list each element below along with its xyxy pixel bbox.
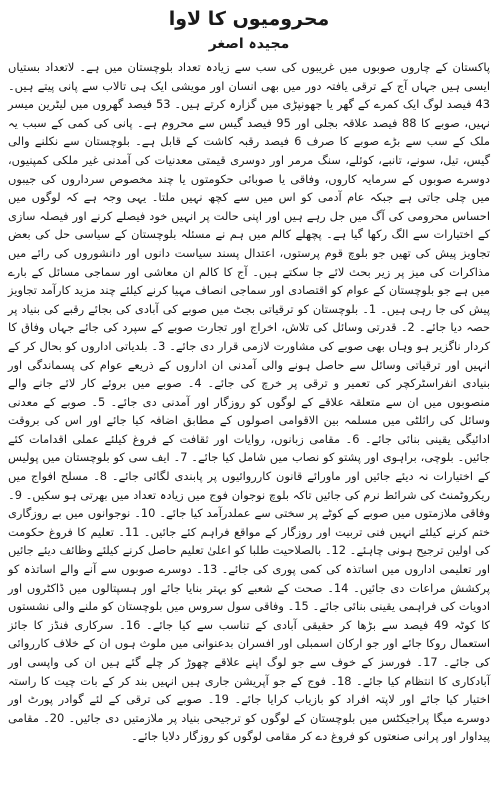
article-headline: محرومیوں کا لاوا — [168, 8, 330, 30]
article-byline: مجیدہ اصغر — [208, 36, 290, 52]
article-body: پاکستان کے چاروں صوبوں میں غریبوں کی سب سے زیادہ تعداد بلوچستان میں ہے۔ لاتعداد بستیاں ایسی ہیں جہاں آج کے ترقی یافتہ دور میں بھی انسان اور مویشی ایک ہی تالاب سے پانی پیتے ہیں۔ 43 فیصد لوگ ایک کمرے کے گھر یا جھونپڑی میں گزارہ کرتے ہیں۔ 53 فیصد گھروں میں لیٹرین میسر نہیں، صوبے کا 88 فیصد علاقہ بجلی اور 95 فیصد گیس سے محروم ہے۔ پانی کی کمی کے سبب یہ ملک کے سب سے بڑے صوبے کا صرف 6 فیصد رقبہ کاشت کے قابل ہے۔ بلوچستان سے نکلنے والی گیس، تیل، سونے، تانبے، کوئلے، سنگ مرمر اور دوسری قیمتی معدنیات کی آمدنی غیر ملکی کمپنیوں، دوسرے صوبوں کے سرمایہ کاروں، وفاقی یا صوبائی حکومتوں یا چند مخصوص سرداروں کی جیبوں میں چلی جاتی ہے جبکہ عام آدمی کو اس میں سے کچھ نہیں ملتا۔ یہی وجہ ہے کہ لوگوں میں احساس محرومی کی آگ میں جل رہے ہیں اور اپنی حالت پر انہیں خود فیصلے کرنے اور فیصلہ سازی کے اختیارات سے الگ رکھا گیا ہے۔ پچھلے کالم میں ہم نے مسئلہ بلوچستان کے سیاسی حل کی بعض تجاویز پیش کی تھیں جو بلوچ قوم پرستوں، اعتدال پسند سیاست دانوں اور دانشوروں کی رائے میں مذاکرات کی میز پر زیر بحث لائے جا سکتے ہیں۔ آج کا کالم ان معاشی اور سماجی مسائل کے بارے میں ہے جو بلوچستان کے عوام کو اقتصادی اور سماجی انصاف مہیا کرنے کیلئے چند مزید کارآمد تجاویز پیش کی جا رہی ہیں۔ 1۔ بلوچستان کو ترقیاتی بجٹ میں صوبے کی آبادی کی بجائے رقبے کی بنیاد پر حصہ دیا جائے۔ 2۔ قدرتی وسائل کی تلاش، اخراج اور تجارت صوبے کے سپرد کی جائے جہاں وفاق کا کردار ناگزیر ہو وہاں بھی صوبے کی مشاورت لازمی قرار دی جائے۔ 3۔ بلدیاتی اداروں کو بحال کر کے انہیں اور ترقیاتی وسائل سے حاصل ہونے والی آمدنی ان اداروں کے ذریعے عوام کی پسماندگی اور بنیادی انفراسٹرکچر کی تعمیر و ترقی پر خرچ کی جائے۔ 4۔ صوبے میں بروئے کار لائے جانے والے منصوبوں میں ان سے متعلقہ علاقے کے لوگوں کو روزگار اور آمدنی دی جائے۔ 5۔ صوبے کے معدنی وسائل کی رائلٹی میں مسلمہ بین الاقوامی اصولوں کے مطابق اضافہ کیا جائے اور اس کی بروقت ادائیگی یقینی بنائی جائے۔ 6۔ مقامی زبانوں، روایات اور ثقافت کے فروغ کیلئے عملی اقدامات کئے جائیں۔ بلوچی، براہوی اور پشتو کو نصاب میں شامل کیا جائے۔ 7۔ ایف سی کو بلوچستان میں پولیس کے اختیارات نہ دیئے جائیں اور ماورائے قانون کارروائیوں پر پابندی لگائی جائے۔ 8۔ مسلح افواج میں ریکروٹمنٹ کی شرائط نرم کی جائیں تاکہ بلوچ نوجوان فوج میں زیادہ تعداد میں بھرتی ہو سکیں۔ 9۔ وفاقی ملازمتوں میں صوبے کے کوٹے پر سختی سے عملدرآمد کیا جائے۔ 10۔ نوجوانوں میں بے روزگاری ختم کرنے کیلئے انہیں فنی تربیت اور روزگار کے مواقع فراہم کئے جائیں۔ 11۔ تعلیم کا فروغ حکومت کی اولین ترجیح ہونی چاہئے۔ 12۔ بالصلاحیت طلبا کو اعلیٰ تعلیم حاصل کرنے کیلئے وظائف دیئے جائیں اور تعلیمی اداروں میں اساتذہ کی کمی پوری کی جائے۔ 13۔ دوسرے صوبوں سے آنے والے اساتذہ کو پرکشش مراعات دی جائیں۔ 14۔ صحت کے شعبے کو بہتر بنایا جائے اور ہسپتالوں میں ڈاکٹروں اور ادویات کی فراہمی یقینی بنائی جائے۔ 15۔ وفاقی سول سروس میں بلوچستان کو ملنے والی نشستوں کا کوٹہ 49 فیصد سے بڑھا کر حقیقی آبادی کے تناسب سے کیا جائے۔ 16۔ سرکاری فنڈز کا جائز استعمال روکا جائے اور جو ارکان اسمبلی اور افسران بدعنوانی میں ملوث ہوں ان کے خلاف کارروائی کی جائے۔ 17۔ فورسز کے خوف سے جو لوگ اپنے علاقے چھوڑ کر چلے گئے ہیں ان کی واپسی اور آبادکاری کا انتظام کیا جائے۔ 18۔ فوج کے جو آپریشن جاری ہیں انہیں بند کر کے بات چیت کا راستہ اختیار کیا جائے اور لاپتہ افراد کو بازیاب کرایا جائے۔ 19۔ صوبے کی ترقی کے لئے گوادر پورٹ اور دوسرے میگا پراجیکٹس میں بلوچستان کے لوگوں کو ترجیحی بنیاد پر ملازمتیں دی جائیں۔ 20۔ مقامی پیداوار اور پرانی صنعتوں کو فروغ دے کر مقامی لوگوں کو روزگار دلایا جائے۔ — [8, 60, 491, 744]
